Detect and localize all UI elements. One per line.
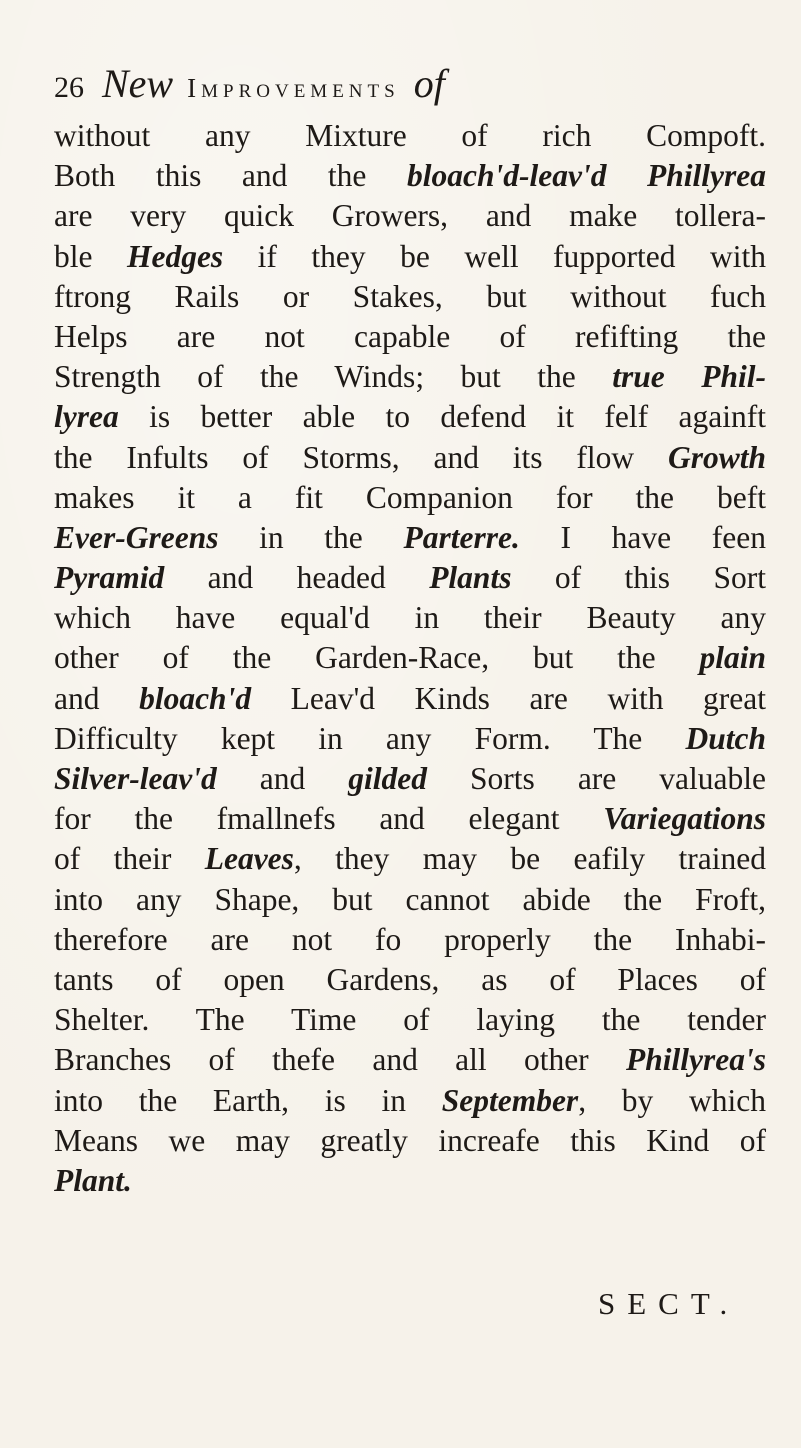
text-line <box>54 277 766 317</box>
text-segment: ble <box>54 238 127 274</box>
running-title-new: New <box>102 61 174 106</box>
italic-text-segment: Phillyrea's <box>626 1042 766 1078</box>
text-segment: tants of open Gardens, as of Places of <box>54 961 766 997</box>
text-line <box>54 1121 766 1161</box>
text-segment: into the Earth, is in <box>54 1082 442 1118</box>
italic-text-segment: gilded <box>348 761 427 796</box>
text-line <box>54 920 766 960</box>
italic-text-segment: bloach'd <box>139 680 252 716</box>
text-line <box>54 317 766 357</box>
text-segment: and headed <box>164 560 430 596</box>
text-segment: are very quick Growers, and make tollera- <box>54 198 766 234</box>
text-segment: of this Sort <box>511 560 766 596</box>
text-segment: if they be well fupported with <box>223 238 766 274</box>
text-line <box>54 1081 766 1121</box>
text-line <box>54 116 766 156</box>
text-line <box>54 357 766 397</box>
text-line <box>54 759 766 799</box>
text-segment: Shelter. The Time of laying the tender <box>54 1002 766 1038</box>
text-segment: Branches of thefe and all other <box>54 1042 626 1078</box>
text-line <box>54 598 766 638</box>
italic-text-segment: Leaves <box>204 841 294 877</box>
text-line <box>54 478 766 518</box>
text-segment: without any Mixture of rich Compoft. <box>54 118 766 153</box>
text-line <box>54 196 766 236</box>
text-segment: ftrong Rails or Stakes, but without fuch <box>54 278 766 314</box>
text-segment: , by which <box>578 1082 767 1118</box>
italic-text-segment: Variegations <box>603 801 766 837</box>
text-line <box>54 1161 774 1201</box>
body-paragraph <box>54 116 774 1201</box>
page-number: 26 <box>54 71 84 104</box>
text-line <box>54 799 766 839</box>
text-segment: Helps are not capable of refifting the <box>54 318 766 354</box>
italic-text-segment: Pyramid <box>54 560 165 596</box>
text-segment: Means we may greatly increafe this Kind of <box>54 1122 766 1158</box>
text-segment: therefore are not fo properly the Inhabi- <box>54 921 766 957</box>
italic-text-segment: true Phil- <box>612 359 766 395</box>
italic-text-segment: September <box>441 1082 579 1118</box>
text-segment: into any Shape, but cannot abide the Froft, <box>54 881 766 917</box>
text-line <box>54 156 766 196</box>
catchword: SECT. <box>598 1286 740 1321</box>
italic-text-segment: Ever-Greens <box>54 519 219 555</box>
text-segment: for the fmallnefs and elegant <box>54 801 604 837</box>
text-segment: which have equal'd in their Beauty any <box>54 600 766 636</box>
text-segment: Difficulty kept in any Form. The <box>54 720 686 756</box>
text-segment: Sorts are valuable <box>427 761 767 796</box>
running-title-improvements: Improvements <box>187 73 400 103</box>
text-line <box>54 719 766 759</box>
italic-text-segment: Dutch <box>685 720 766 756</box>
text-segment: and <box>54 680 140 716</box>
text-line <box>54 839 766 879</box>
text-segment: Strength of the Winds; but the <box>54 359 613 395</box>
italic-text-segment: Hedges <box>126 238 224 274</box>
italic-text-segment: Growth <box>667 439 766 475</box>
running-header <box>54 60 754 108</box>
text-line <box>54 397 766 437</box>
text-segment: makes it a fit Companion for the beft <box>54 479 766 515</box>
text-segment: the Infults of Storms, and its flow <box>54 439 668 475</box>
text-line <box>54 237 766 277</box>
text-segment: and <box>216 761 349 796</box>
text-segment: , they may be eafily trained <box>293 841 767 877</box>
text-line <box>54 880 766 920</box>
text-line <box>54 1040 766 1080</box>
text-segment: Leav'd Kinds are with great <box>251 680 767 716</box>
italic-text-segment: Plant. <box>54 1162 132 1198</box>
text-line <box>54 960 766 1000</box>
text-segment: I have feen <box>519 519 766 555</box>
text-line <box>54 679 766 719</box>
italic-text-segment: bloach'd-leav'd Phillyrea <box>406 158 766 194</box>
italic-text-segment: Plants <box>429 560 512 596</box>
text-segment: in the <box>218 519 404 555</box>
text-line <box>54 558 766 598</box>
text-segment: other of the Garden-Race, but the <box>54 640 700 676</box>
italic-text-segment: Parterre. <box>403 519 520 555</box>
text-segment: of their <box>54 841 205 877</box>
running-title-of: of <box>413 61 445 106</box>
text-segment: Both this and the <box>54 158 407 194</box>
italic-text-segment: lyrea <box>54 399 119 435</box>
text-line <box>54 638 766 678</box>
text-line <box>54 1000 766 1040</box>
italic-text-segment: Silver-leav'd <box>54 761 217 796</box>
text-segment: is better able to defend it felf againft <box>118 399 766 435</box>
text-line <box>54 518 766 558</box>
text-line <box>54 438 766 478</box>
italic-text-segment: plain <box>699 640 766 676</box>
